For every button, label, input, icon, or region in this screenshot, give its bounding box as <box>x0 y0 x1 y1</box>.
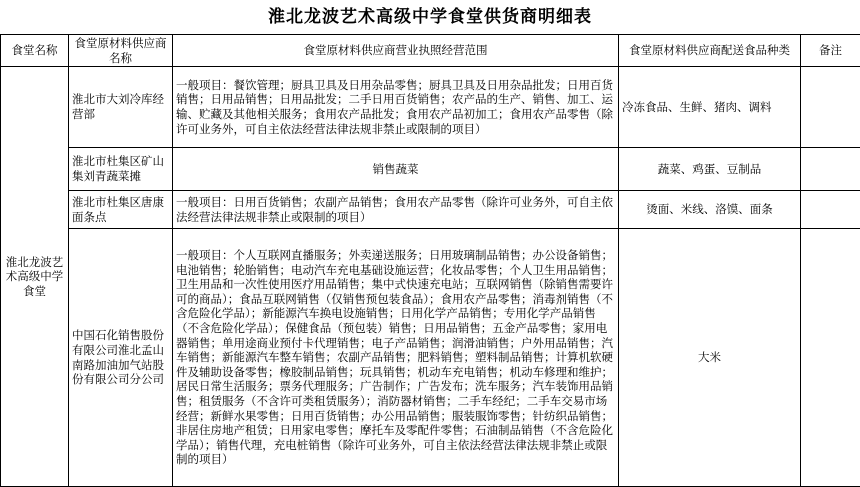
food-cell: 冷冻食品、生鲜、猪肉、调料 <box>619 67 801 148</box>
food-cell: 蔬菜、鸡蛋、豆制品 <box>619 148 801 191</box>
remark-cell <box>801 191 860 229</box>
scope-cell: 一般项目：个人互联网直播服务；外卖递送服务；日用玻璃制品销售；办公设备销售；电池销售；轮胎销售；电动汽车充电基础设施运营；化妆品零售；个人卫生用品销售；卫生用品和一次性使用医疗用品销售；集中式快速充电站；互联网销售（除销售需要许可的商品）；食品互联网销售（仅销售预包装食品）；食用农产品零售；消毒剂销售（不含危险化学品）；新能源汽车换电设施销售；日用化学产品销售；专用化学产品销售（不含危险化学品）；保健食品（预包装）销售；日用品销售；五金产品零售；家用电器销售；单用途商业预付卡代理销售；电子产品销售；润滑油销售；户外用品销售；汽车销售；新能源汽车整车销售；农副产品销售；肥料销售；塑料制品销售；计算机软硬件及辅助设备零售；橡胶制品销售；玩具销售；机动车充电销售；机动车修理和维护；居民日常生活服务；票务代理服务；广告制作；广告发布；洗车服务；汽车装饰用品销售；租赁服务（不含许可类租赁服务）；消防器材销售；二手车经纪；二手车交易市场经营；新鲜水果零售；日用百货销售；办公用品销售；服装服饰零售；针纺织品销售；非居住房地产租赁；日用家电零售；摩托车及零配件零售；石油制品销售（不含危险化学品）；销售代理，充电桩销售（除许可业务外，可自主依法经营法律法规非禁止或限制的项目） <box>173 229 619 487</box>
header-supplier: 食堂原材料供应商名称 <box>69 35 173 67</box>
canteen-name-cell: 淮北龙波艺术高级中学食堂 <box>1 67 69 487</box>
table-row <box>1 148 860 191</box>
remark-cell <box>801 148 860 191</box>
supplier-name-cell: 淮北市杜集区矿山集刘青蔬菜摊 <box>69 148 173 191</box>
scope-cell: 一般项目：餐饮管理；厨具卫具及日用杂品零售；厨具卫具及日用杂品批发；日用百货销售；日用品销售；日用品批发；二手日用百货销售；农产品的生产、销售、加工、运输、贮藏及其他相关服务；食用农产品批发；食用农产品初加工；食用农产品零售（除许可业务外，可自主依法经营法律法规非禁止或限制的项目） <box>173 67 619 148</box>
table-row <box>1 191 860 229</box>
food-cell: 烫面、米线、洛馍、面条 <box>619 191 801 229</box>
supplier-table <box>0 34 860 487</box>
supplier-name-cell: 中国石化销售股份有限公司淮北孟山南路加油加气站股份有限公司分公司 <box>69 229 173 487</box>
scope-cell: 一般项目：日用百货销售；农副产品销售；食用农产品零售（除许可业务外，可自主依法经营法律法规非禁止或限制的项目） <box>173 191 619 229</box>
header-row <box>1 35 860 67</box>
supplier-name-cell: 淮北市大刘冷库经营部 <box>69 67 173 148</box>
remark-cell <box>801 67 860 148</box>
table-row <box>1 229 860 487</box>
supplier-name-cell: 淮北市杜集区唐康面条点 <box>69 191 173 229</box>
table-row <box>1 67 860 148</box>
scope-cell: 销售蔬菜 <box>173 148 619 191</box>
food-cell: 大米 <box>619 229 801 487</box>
remark-cell <box>801 229 860 487</box>
sheet-title: 淮北龙波艺术高级中学食堂供货商明细表 <box>0 0 860 34</box>
header-canteen: 食堂名称 <box>1 35 69 67</box>
header-scope: 食堂原材料供应商营业执照经营范围 <box>173 35 619 67</box>
header-food: 食堂原材料供应商配送食品种类 <box>619 35 801 67</box>
header-remark: 备注 <box>801 35 860 67</box>
